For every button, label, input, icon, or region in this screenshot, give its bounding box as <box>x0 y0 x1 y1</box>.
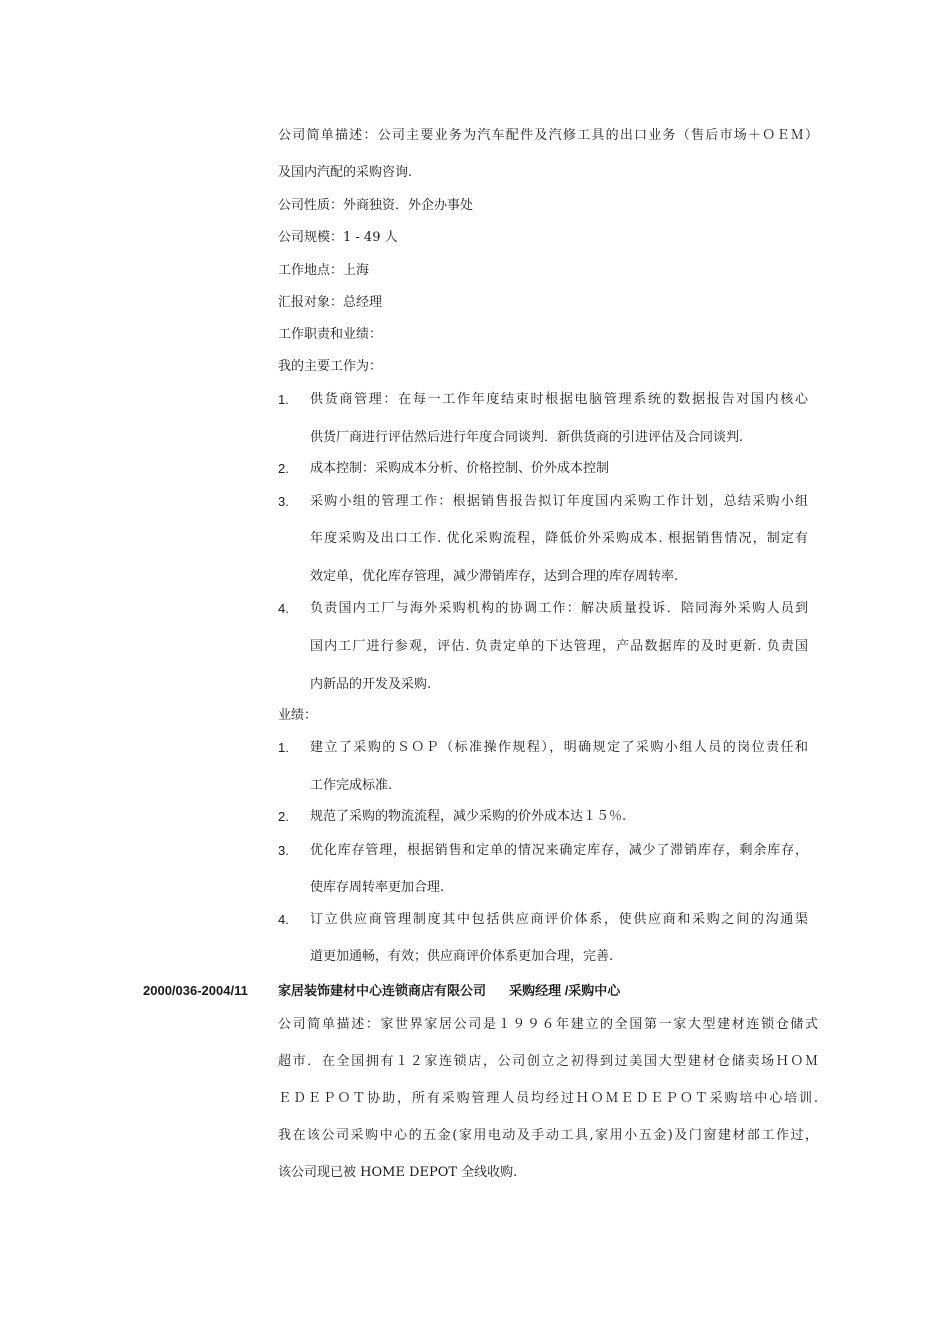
job1-description-line-2: 及国内汽配的采购咨询. <box>278 165 413 180</box>
job1-main-work-heading: 我的主要工作为： <box>278 359 383 374</box>
achievement-1-number: 1. <box>278 740 289 755</box>
job2-description-line-1: 公司简单描述：家世界家居公司是１９９６年建立的全国第一家大型建材连锁仓储式 <box>278 1017 818 1032</box>
achievement-3-number: 3. <box>278 843 289 858</box>
duty-4-line-2: 国内工厂进行参观，评估. 负责定单的下达管理，产品数据库的及时更新. 负责国 <box>310 639 808 654</box>
duty-3-line-2: 年度采购及出口工作. 优化采购流程，降低价外采购成本. 根据销售情况，制定有 <box>310 531 808 546</box>
job2-description-line-5: 该公司现已被 HOME DEPOT 全线收购. <box>278 1165 518 1180</box>
duty-3-number: 3. <box>278 494 289 509</box>
achievement-2-number: 2. <box>278 809 289 824</box>
duty-2-number: 2. <box>278 461 289 476</box>
duty-1-line-1: 供货商管理：在每一工作年度结束时根据电脑管理系统的数据报告对国内核心 <box>310 392 808 407</box>
achievement-3-line-2: 使库存周转率更加合理. <box>310 880 445 895</box>
duty-2-line-1: 成本控制：采购成本分析、价格控制、价外成本控制 <box>310 461 610 476</box>
duty-1-number: 1. <box>278 392 289 407</box>
job1-report-to: 汇报对象：总经理 <box>278 295 383 310</box>
achievement-4-line-2: 道更加通畅，有效；供应商评价体系更加合理，完善. <box>310 949 614 964</box>
duty-4-line-3: 内新品的开发及采购. <box>310 677 432 692</box>
job1-company-size: 公司规模：1 - 49 人 <box>278 230 398 245</box>
duty-1-line-2: 供货厂商进行评估然后进行年度合同谈判．新供货商的引进评估及合同谈判. <box>310 430 744 445</box>
job2-header <box>278 982 620 1001</box>
achievement-4-number: 4. <box>278 912 289 927</box>
job2-period: 2000/036-2004/11 <box>143 983 248 998</box>
duty-3-line-3: 效定单，优化库存管理，减少滞销库存，达到合理的库存周转率. <box>310 569 679 584</box>
job1-description-line-1: 公司简单描述：公司主要业务为汽车配件及汽修工具的出口业务（售后市场＋ＯＥＭ） <box>278 128 818 143</box>
duty-4-number: 4. <box>278 601 289 616</box>
job2-description-line-4: 我在该公司采购中心的五金(家用电动及手动工具,家用小五金)及门窗建材部工作过， <box>278 1128 818 1143</box>
job2-position: 采购经理 /采购中心 <box>509 983 621 998</box>
achievement-1-line-2: 工作完成标准. <box>310 778 393 793</box>
duty-4-line-1: 负责国内工厂与海外采购机构的协调工作：解决质量投诉．陪同海外采购人员到 <box>310 601 808 616</box>
job1-duties-heading: 工作职责和业绩： <box>278 327 383 342</box>
job2-description-line-2: 超市．在全国拥有１２家连锁店，公司创立之初得到过美国大型建材仓储卖场ＨＯＭ <box>278 1054 818 1069</box>
job1-company-nature: 公司性质：外商独资．外企办事处 <box>278 198 474 213</box>
achievement-3-line-1: 优化库存管理，根据销售和定单的情况来确定库存，减少了滞销库存，剩余库存， <box>310 843 808 858</box>
achievement-1-line-1: 建立了采购的ＳＯＰ（标准操作规程），明确规定了采购小组人员的岗位责任和 <box>310 740 808 755</box>
achievement-4-line-1: 订立供应商管理制度其中包括供应商评价体系，使供应商和采购之间的沟通渠 <box>310 912 808 927</box>
job1-work-location: 工作地点：上海 <box>278 263 370 278</box>
duty-3-line-1: 采购小组的管理工作：根据销售报告拟订年度国内采购工作计划，总结采购小组 <box>310 494 808 509</box>
achievement-2-line-1: 规范了采购的物流流程，减少采购的价外成本达１５％. <box>310 809 627 824</box>
job2-description-line-3: ＥＤＥＰＯＴ协助，所有采购管理人员均经过ＨＯＭＥＤＥＰＯＴ采购培中心培训. <box>278 1091 818 1106</box>
job2-company-name: 家居装饰建材中心连锁商店有限公司 <box>278 984 487 999</box>
achievements-heading: 业绩： <box>278 708 318 723</box>
